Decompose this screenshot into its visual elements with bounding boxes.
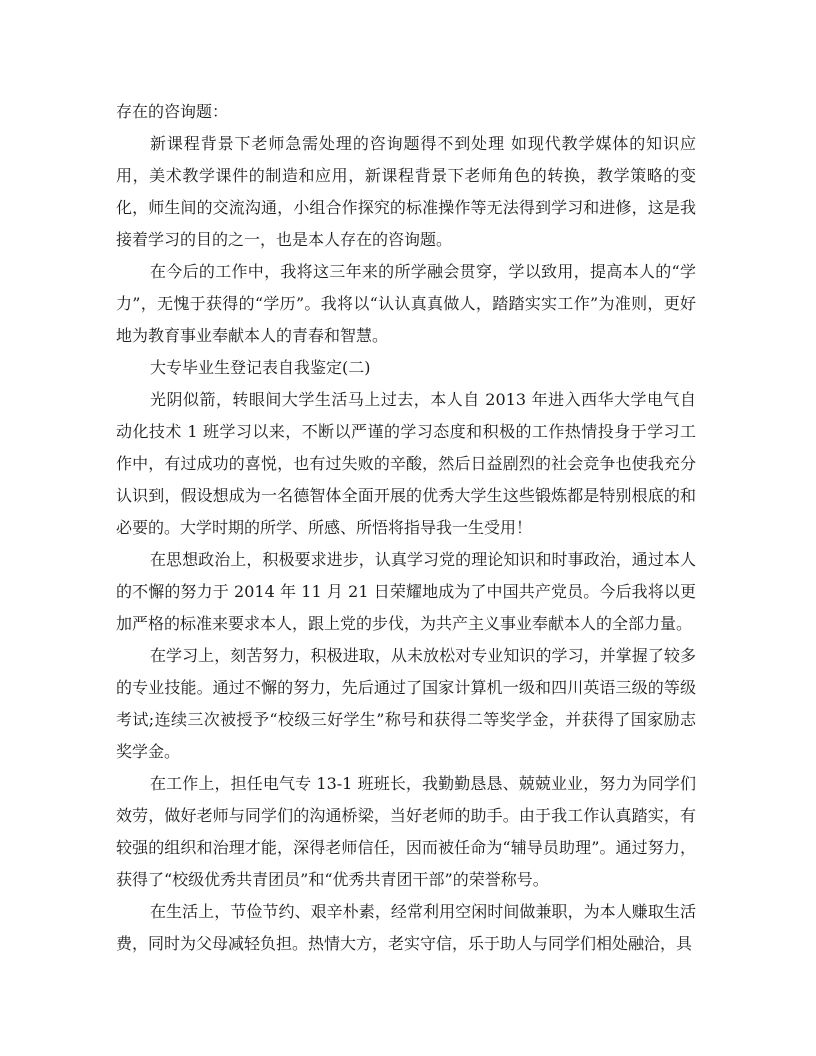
paragraph-study: 在学习上，刻苦努力，积极进取，从未放松对专业知识的学习，并掌握了较多的专业技能。通过不懈的努力，先后通过了国家计算机一级和四川英语三级的等级考试;连续三次被授予“校级三好学生”称号和获得二等奖学金，并获得了国家励志奖学金。: [116, 646, 696, 761]
paragraph-future-work: 在今后的工作中，我将这三年来的所学融会贯穿，学以致用，提高本人的“学力”，无愧于获得的“学历”。我将以“认认真真做人，踏踏实实工作”为准则，更好地为教育事业奉献本人的青春和智慧。: [116, 262, 696, 345]
document-body: [116, 96, 696, 960]
paragraph-politics: 在思想政治上，积极要求进步，认真学习党的理论知识和时事政治，通过本人的不懈的努力于 2014 年 11 月 21 日荣耀地成为了中国共产党员。今后我将以更加严格的标准来要求本人，跟上党的步伐，为共产主义事业奉献本人的全部力量。: [116, 550, 696, 633]
paragraph-issues-heading: 存在的咨询题：: [116, 102, 229, 121]
paragraph-life: 在生活上，节俭节约、艰辛朴素，经常利用空闲时间做兼职，为本人赚取生活费，同时为父母减轻负担。热情大方，老实守信，乐于助人与同学们相处融洽，具: [116, 902, 696, 953]
section-title-self-assessment-2: 大专毕业生登记表自我鉴定(二): [150, 358, 371, 377]
paragraph-introduction: 光阴似箭，转眼间大学生活马上过去，本人自 2013 年进入西华大学电气自动化技术 1 班学习以来，不断以严谨的学习态度和积极的工作热情投身于学习工作中，有过成功的喜悦，也有过失败的辛酸，然后日益剧烈的社会竞争也使我充分认识到，假设想成为一名德智体全面开展的优秀大学生这些锻炼都是特别根底的和必要的。大学时期的所学、所感、所悟将指导我一生受用！: [116, 390, 696, 537]
paragraph-work: 在工作上，担任电气专 13-1 班班长，我勤勤恳恳、兢兢业业，努力为同学们效劳，做好老师与同学们的沟通桥梁，当好老师的助手。由于我工作认真踏实，有较强的组织和治理才能，深得老师信任，因而被任命为“辅导员助理”。通过努力，获得了“校级优秀共青团员”和“优秀共青团干部”的荣誉称号。: [116, 774, 696, 889]
paragraph-issues-detail: 新课程背景下老师急需处理的咨询题得不到处理 如现代教学媒体的知识应用，美术教学课件的制造和应用，新课程背景下老师角色的转换，教学策略的变化，师生间的交流沟通，小组合作探究的标准操作等无法得到学习和进修，这是我接着学习的目的之一，也是本人存在的咨询题。: [116, 134, 696, 249]
